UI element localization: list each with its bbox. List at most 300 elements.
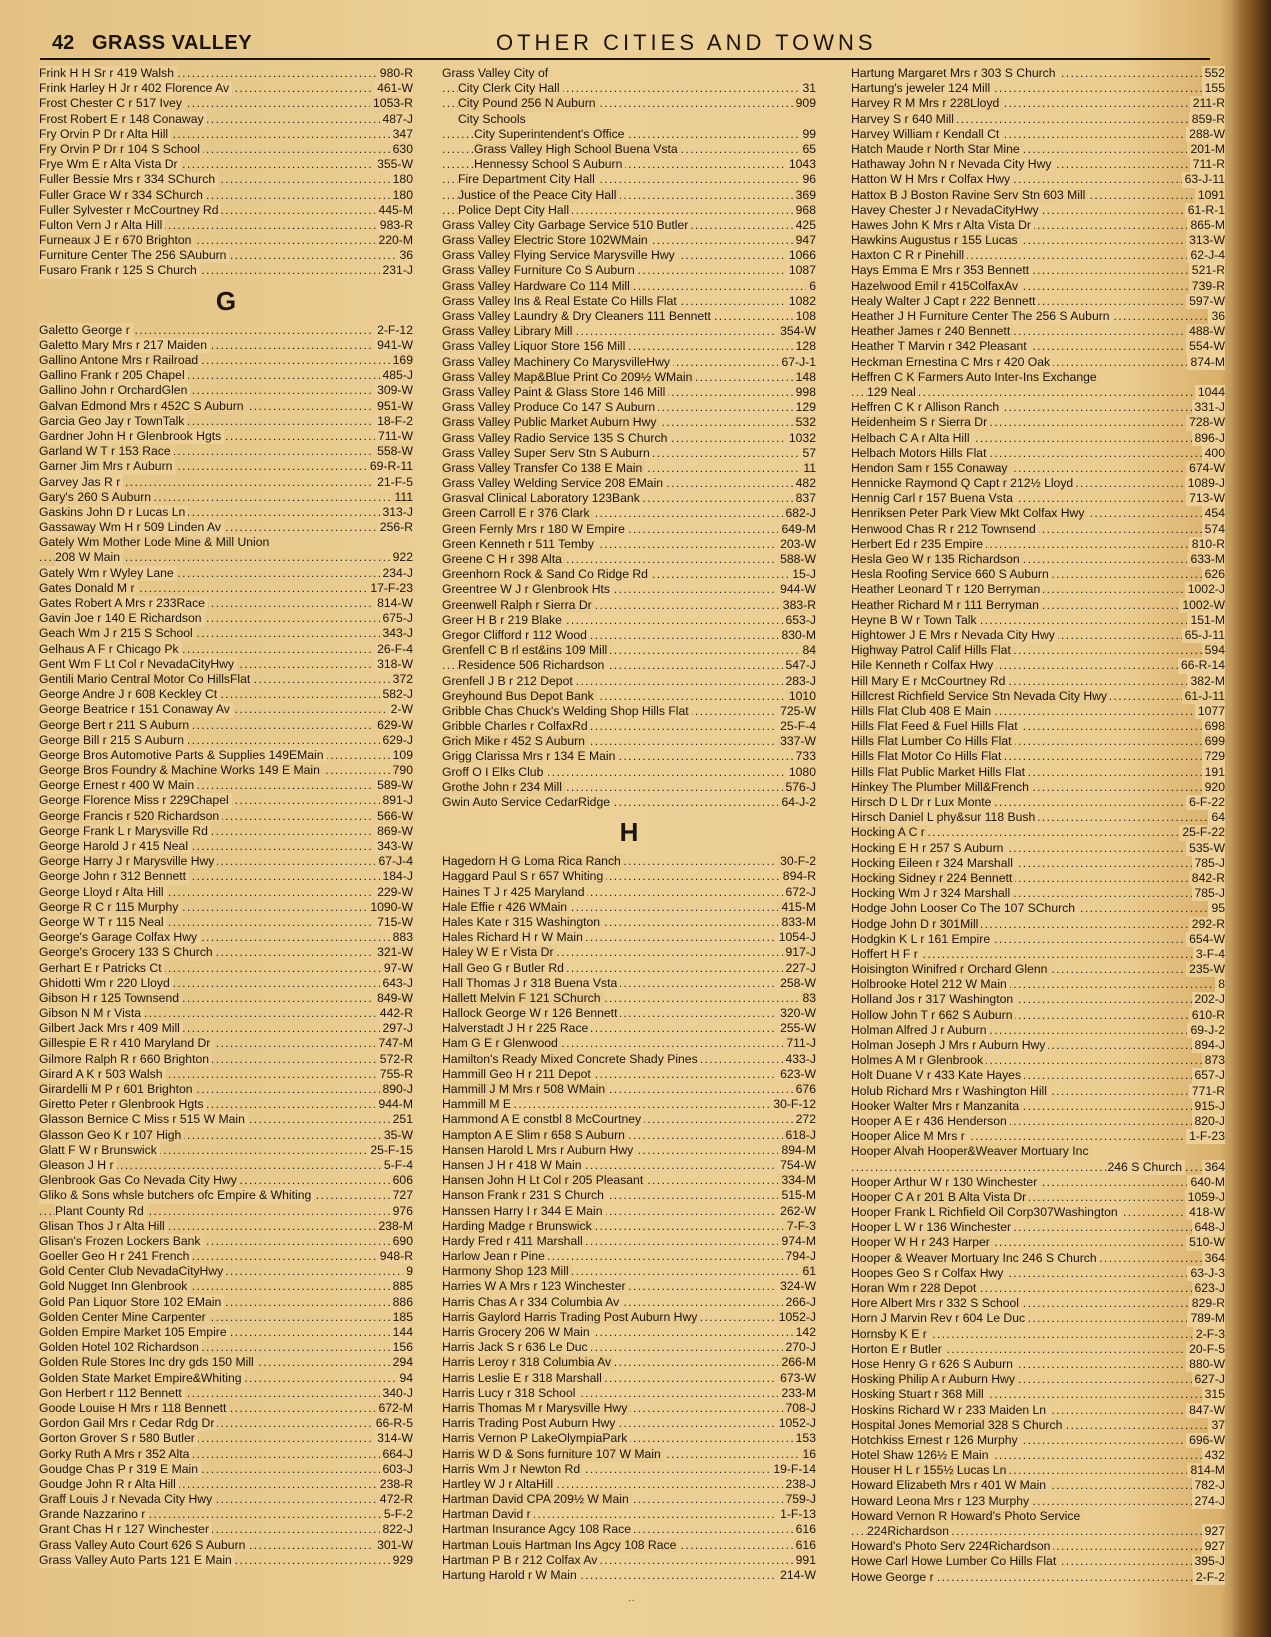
- listing-row: [442, 1006, 816, 1021]
- listing-phone: 873: [1202, 1053, 1225, 1068]
- listing-name: Goode Louise H Mrs r 118 Bennett: [39, 1401, 229, 1416]
- listing-phone: 354-W: [777, 324, 816, 339]
- listing-phone: 11: [800, 461, 816, 476]
- listing-name: City Superintendent's Office: [474, 127, 627, 142]
- section-title: OTHER CITIES AND TOWNS: [496, 30, 877, 55]
- listing-phone: 334-M: [778, 1173, 816, 1188]
- listing-phone: 238-J: [783, 1477, 817, 1492]
- listing-phone: 309-W: [374, 383, 413, 398]
- listing-name: George Harold J r 415 Neal: [39, 839, 191, 854]
- listing-phone: 554-W: [1186, 339, 1225, 354]
- listing-phone: 886: [390, 1295, 413, 1310]
- listing-name: Goeller Geo H r 241 French: [39, 1249, 192, 1264]
- listing-name: Golden Hotel 102 Richardson: [39, 1340, 202, 1355]
- listing-phone: 814-M: [1187, 1463, 1225, 1478]
- listing-phone: 425: [793, 218, 816, 233]
- listing-phone: 227-J: [783, 961, 817, 976]
- listing-name: Gregor Clifford r 112 Wood: [442, 628, 590, 643]
- listing-phone: 729: [1202, 749, 1225, 764]
- listing-row: [442, 628, 816, 643]
- listing-row: [851, 810, 1225, 825]
- listing-phone: 991: [793, 1553, 816, 1568]
- listing-name: Gilbert Jack Mrs r 409 Mill: [39, 1021, 183, 1036]
- listing-name: Hartung's jeweler 124 Mill: [851, 81, 993, 96]
- listing-phone: 675-J: [380, 611, 414, 626]
- listing-phone: 400: [1202, 446, 1225, 461]
- listing-name: Gavin Joe r 140 E Richardson: [39, 611, 205, 626]
- listing-name: Hotchkiss Ernest r 126 Murphy: [851, 1433, 1021, 1448]
- listing-name: 224Richardson: [867, 1524, 952, 1539]
- listing-row: [39, 642, 413, 657]
- listing-row: [39, 263, 413, 278]
- listing-phone: 180: [390, 172, 413, 187]
- listing-row: [851, 522, 1225, 537]
- listing-name: Howe George r: [851, 1570, 937, 1585]
- listing-phone: 623-J: [1192, 1281, 1226, 1296]
- listing-row: [851, 203, 1225, 218]
- listing-phone: 672-J: [783, 885, 817, 900]
- listing-phone: 25-F-22: [1179, 825, 1225, 840]
- listing-phone: 715-W: [374, 915, 413, 930]
- listing-name: Heckman Ernestina C Mrs r 420 Oak: [851, 355, 1053, 370]
- listing-row: [851, 871, 1225, 886]
- listing-name: Harris Chas A r 334 Columbia Av: [442, 1295, 622, 1310]
- listing-name: George Bros Automotive Parts & Supplies 149EMain: [39, 748, 327, 763]
- listing-phone: 62-J-4: [1187, 248, 1225, 263]
- listing-name: Garcia Geo Jay r TownTalk: [39, 414, 187, 429]
- listing-phone: 814-W: [374, 596, 413, 611]
- listing-phone: 998: [793, 385, 816, 400]
- listing-name: Houser H L r 155½ Lucas Ln: [851, 1463, 1009, 1478]
- listing-row: [39, 399, 413, 414]
- listing-name: Hartung Margaret Mrs r 303 S Church: [851, 66, 1059, 81]
- listing-row: [851, 537, 1225, 552]
- listing-name: Hill Mary E r McCourtney Rd: [851, 674, 1008, 689]
- listing-row: [851, 1084, 1225, 1099]
- listing-phone: 869-W: [374, 824, 413, 839]
- listing-name: Hawes John K Mrs r Alta Vista Dr: [851, 218, 1034, 233]
- listing-phone: 754-W: [777, 1158, 816, 1173]
- listing-phone: 589-W: [374, 778, 413, 793]
- listing-name: Greer H B r 219 Blake: [442, 613, 565, 628]
- listing-row: [851, 917, 1225, 932]
- listing-phone: 1077: [1195, 704, 1225, 719]
- listing-phone: 623-W: [777, 1067, 816, 1082]
- listing-row: [442, 1340, 816, 1355]
- page-header: [40, 32, 1210, 60]
- listing-name: Grande Nazzarino r: [39, 1507, 148, 1522]
- listing-row: [39, 1386, 413, 1401]
- listing-name: Hathaway John N r Nevada City Hwy: [851, 157, 1055, 172]
- listing-name: City Schools: [458, 112, 529, 127]
- listing-phone: 355-W: [374, 157, 413, 172]
- listing-row: [39, 157, 413, 172]
- listing-phone: 618-J: [783, 1128, 817, 1143]
- listing-name: Harris Thomas M r Marysville Hwy: [442, 1401, 630, 1416]
- listing-phone: 111: [391, 490, 413, 505]
- listing-row: [442, 1355, 816, 1370]
- listing-name: Haggard Paul S r 657 Whiting: [442, 869, 606, 884]
- listing-name: Glasson Geo K r 107 High: [39, 1128, 184, 1143]
- listing-name: Gold Nugget Inn Glenbrook: [39, 1279, 190, 1294]
- listing-phone: 894-M: [778, 1143, 816, 1158]
- listing-row: [442, 1021, 816, 1036]
- listing-name: Harris Leroy r 318 Columbia Av: [442, 1355, 614, 1370]
- listing-row: [851, 1114, 1225, 1129]
- listing-row: [851, 1357, 1225, 1372]
- listing-row: [851, 491, 1225, 506]
- listing-phone: 36: [396, 248, 413, 263]
- listing-name: Hays Emma E Mrs r 353 Bennett: [851, 263, 1032, 278]
- listing-phone: 191: [1202, 765, 1225, 780]
- listing-phone: 515-M: [778, 1188, 816, 1203]
- listing-phone: 822-J: [380, 1522, 414, 1537]
- listing-phone: 789-M: [1187, 1311, 1225, 1326]
- listing-row: [39, 338, 413, 353]
- listing-name: Golden Rule Stores Inc dry gds 150 Mill: [39, 1355, 257, 1370]
- listing-name: Hendon Sam r 155 Conaway: [851, 461, 1011, 476]
- listing-name: Gliko & Sons whsle butchers ofc Empire & Whiting: [39, 1188, 314, 1203]
- listing-row: [851, 1281, 1225, 1296]
- listing-row: [442, 765, 816, 780]
- listing-phone: 283-J: [783, 674, 817, 689]
- listing-phone: 63-J-3: [1187, 1266, 1225, 1281]
- listing-row: [39, 1234, 413, 1249]
- listing-phone: 313-W: [1186, 233, 1225, 248]
- listing-row: [442, 1416, 816, 1431]
- listing-name: Gibson H r 125 Townsend: [39, 991, 182, 1006]
- listing-row: [442, 991, 816, 1006]
- listing-phone: 320-W: [777, 1006, 816, 1021]
- listing-row: [39, 1204, 413, 1219]
- listing-phone: 238-M: [375, 1219, 413, 1234]
- listing-phone: 5-F-2: [381, 1507, 413, 1522]
- listing-name: Frye Wm E r Alta Vista Dr: [39, 157, 181, 172]
- listing-phone: 948-R: [377, 1249, 413, 1264]
- listing-phone: 630: [390, 142, 413, 157]
- listing-row: [851, 1251, 1225, 1266]
- listing-name: Fry Orvin P Dr r 104 S School: [39, 142, 203, 157]
- listing-name: Grass Valley Welding Service 208 EMain: [442, 476, 666, 491]
- listing-name: Hartman David CPA 209½ W Main: [442, 1492, 632, 1507]
- listing-phone: 372: [390, 672, 413, 687]
- listing-row: [39, 672, 413, 687]
- listing-phone: 3-F-4: [1193, 947, 1225, 962]
- listing-row: [851, 1524, 1225, 1539]
- listing-phone: 272: [793, 1112, 816, 1127]
- listing-name: Hodge John D r 301Mill: [851, 917, 981, 932]
- listing-phone: 65-J-11: [1182, 628, 1225, 643]
- listing-row: [442, 1097, 816, 1112]
- listing-phone: 1043: [786, 157, 816, 172]
- listing-name: Goudge John R r Alta Hill: [39, 1477, 179, 1492]
- listing-name: George Harry J r Marysville Hwy: [39, 854, 217, 869]
- listing-name: Gately Wm Mother Lode Mine & Mill Union: [39, 535, 272, 550]
- listing-row: [39, 323, 413, 338]
- listing-name: Grich Mike r 452 S Auburn: [442, 734, 588, 749]
- listing-row: [442, 582, 816, 597]
- listing-row: [442, 400, 816, 415]
- listing-row: [39, 203, 413, 218]
- listing-row: [39, 748, 413, 763]
- listing-row: [442, 780, 816, 795]
- listing-phone: 711-W: [375, 429, 413, 444]
- listing-phone: 676: [793, 1082, 816, 1097]
- listing-row: [851, 188, 1225, 203]
- listing-phone: 151-M: [1187, 613, 1225, 628]
- listing-name: Hartman Louis Hartman Ins Agcy 108 Race: [442, 1538, 679, 1553]
- listing-phone: 711-J: [783, 1036, 816, 1051]
- listing-phone: 1087: [786, 263, 816, 278]
- listing-name: Hanssen Harry I r 344 E Main: [442, 1204, 606, 1219]
- listing-phone: 1054-J: [776, 930, 816, 945]
- listing-phone: 968: [793, 203, 816, 218]
- city-title: GRASS VALLEY: [92, 32, 253, 54]
- listing-phone: 69-J-2: [1187, 1023, 1225, 1038]
- listing-phone: 896-J: [1192, 431, 1226, 446]
- listing-phone: 432: [1202, 1448, 1225, 1463]
- listing-phone: 472-R: [377, 1492, 413, 1507]
- listing-name: Green Kenneth r 511 Temby: [442, 537, 597, 552]
- listing-phone: 1-F-13: [777, 1507, 816, 1522]
- listing-phone: 927: [1202, 1539, 1225, 1554]
- listing-phone: 606: [390, 1173, 413, 1188]
- listing-phone: 699: [1202, 734, 1225, 749]
- listing-row: [442, 294, 816, 309]
- listing-name: Haines T J r 425 Maryland: [442, 885, 587, 900]
- listing-name: Horn J Marvin Rev r 604 Le Duc: [851, 1311, 1028, 1326]
- listing-phone: 184-J: [380, 869, 414, 884]
- listing-row: [442, 1234, 816, 1249]
- listing-name: Gates Donald M r: [39, 581, 138, 596]
- listing-name: Hartman P B r 212 Colfax Av: [442, 1553, 600, 1568]
- listing-row: [851, 1190, 1225, 1205]
- listing-row: [39, 1173, 413, 1188]
- listing-row: [442, 537, 816, 552]
- listing-name: Gent Wm F Lt Col r NevadaCityHwy: [39, 657, 237, 672]
- listing-name: Hile Kenneth r Colfax Hwy: [851, 658, 996, 673]
- listing-name: Highway Patrol Calif Hills Flat: [851, 643, 1014, 658]
- listing-name: Grigg Clarissa Mrs r 134 E Main: [442, 749, 618, 764]
- listing-row: [851, 1311, 1225, 1326]
- listing-phone: 558-W: [374, 444, 413, 459]
- listing-name: Hocking Wm J r 324 Marshall: [851, 886, 1013, 901]
- listing-row: [851, 1235, 1225, 1250]
- listing-row: [39, 1082, 413, 1097]
- listing-phone: 2-F-2: [1193, 1570, 1225, 1585]
- listing-name: Gelhaus A F r Chicago Pk: [39, 642, 182, 657]
- listing-row: [442, 749, 816, 764]
- listing-name: Holbrooke Hotel 212 W Main: [851, 977, 1010, 992]
- listing-row: [39, 626, 413, 641]
- listing-name: Hocking Sidney r 224 Bennett: [851, 871, 1015, 886]
- listing-phone: 782-J: [1192, 1478, 1226, 1493]
- listing-name: Fuller Sylvester r McCourtney Rd: [39, 203, 221, 218]
- listing-name: Hocking A C r: [851, 825, 928, 840]
- listing-row: [442, 1447, 816, 1462]
- listing-phone: 883: [390, 930, 413, 945]
- listing-phone: 482: [793, 476, 816, 491]
- listing-row: [851, 1570, 1225, 1585]
- listing-row: [39, 1340, 413, 1355]
- listing-phone: 1032: [786, 431, 816, 446]
- listing-phone: 603-J: [380, 1462, 414, 1477]
- listing-row: [442, 1568, 816, 1583]
- listing-phone: 755-R: [377, 1067, 413, 1082]
- listing-row: [39, 66, 413, 81]
- listing-row: [442, 1386, 816, 1401]
- listing-name: Grass Valley Radio Service 135 S Church: [442, 431, 670, 446]
- listing-name: George Andre J r 608 Keckley Ct: [39, 687, 220, 702]
- listing-phone: 947: [793, 233, 816, 248]
- listing-name: Horton E r Butler: [851, 1342, 945, 1357]
- listing-name: Haley W E r Vista Dr: [442, 945, 557, 960]
- listing-row: [39, 1158, 413, 1173]
- listing-name: Howard's Photo Serv 224Richardson: [851, 1539, 1053, 1554]
- listing-name: Hallock George W r 126 Bennett: [442, 1006, 620, 1021]
- listing-name: Graff Louis J r Nevada City Hwy: [39, 1492, 215, 1507]
- listing-name: Hammill M E: [442, 1097, 514, 1112]
- listing-phone: 18-F-2: [374, 414, 413, 429]
- listing-row: [442, 476, 816, 491]
- listing-name: Grass Valley Map&Blue Print Co 209½ WMain: [442, 370, 695, 385]
- listing-name: Grass Valley Ins & Real Estate Co Hills Flat: [442, 294, 680, 309]
- listing-row: [39, 505, 413, 520]
- listing-row: [39, 809, 413, 824]
- listing-phone: 9: [403, 1264, 413, 1279]
- listing-phone: 865-M: [1187, 218, 1225, 233]
- listing-phone: 238-R: [377, 1477, 413, 1492]
- listing-name: Harris Vernon P LakeOlympiaPark: [442, 1431, 630, 1446]
- listing-phone: 654-W: [1186, 932, 1225, 947]
- listing-name: Gibson N M r Vista: [39, 1006, 144, 1021]
- listing-phone: 1052-J: [776, 1416, 816, 1431]
- listing-phone: 643-J: [380, 976, 414, 991]
- listing-name: Hattox B J Boston Ravine Serv Stn 603 Mill: [851, 188, 1088, 203]
- listing-row: [39, 1067, 413, 1082]
- listing-phone: 920: [1202, 780, 1225, 795]
- listing-name: Furneaux J E r 670 Brighton: [39, 233, 194, 248]
- listing-row: [851, 415, 1225, 430]
- listing-name: Hampton A E Slim r 658 S Auburn: [442, 1128, 628, 1143]
- listing-row: [442, 734, 816, 749]
- listing-phone: 262-W: [777, 1204, 816, 1219]
- listing-row: [442, 674, 816, 689]
- listing-row: [851, 1433, 1225, 1448]
- listing-phone: 664-J: [380, 1447, 414, 1462]
- listing-row: [39, 991, 413, 1006]
- listing-row: [442, 506, 816, 521]
- listing-name: Grass Valley Auto Parts 121 E Main: [39, 1553, 235, 1568]
- listing-row: [39, 869, 413, 884]
- listing-row: [851, 841, 1225, 856]
- listing-name: Frost Chester C r 517 Ivey: [39, 96, 185, 111]
- listing-name: Grass Valley Machinery Co MarysvilleHwy: [442, 355, 673, 370]
- listing-row: [851, 1463, 1225, 1478]
- listing-row: [39, 490, 413, 505]
- section-letter: H: [619, 817, 639, 848]
- listing-row: [39, 1447, 413, 1462]
- listing-name: George Francis r 520 Richardson: [39, 809, 222, 824]
- listing-phone: 180: [390, 188, 413, 203]
- listing-row: [851, 355, 1225, 370]
- listing-row: [39, 581, 413, 596]
- listing-phone: 57: [799, 446, 816, 461]
- listing-name: Galetto Mary Mrs r 217 Maiden: [39, 338, 210, 353]
- listing-phone: 890-J: [380, 1082, 414, 1097]
- listing-name: Giretto Peter r Glenbrook Hgts: [39, 1097, 207, 1112]
- listing-phone: 274-J: [1192, 1494, 1226, 1509]
- listing-phone: 26-F-4: [374, 642, 413, 657]
- listing-row: [851, 734, 1225, 749]
- listing-phone: 2-W: [388, 702, 413, 717]
- listing-name: Hightower J E Mrs r Nevada City Hwy: [851, 628, 1058, 643]
- listing-name: Justice of the Peace City Hall: [458, 188, 620, 203]
- listing-phone: 20-F-5: [1186, 1342, 1225, 1357]
- listing-phone: 696-W: [1186, 1433, 1225, 1448]
- listing-row: [442, 900, 816, 915]
- listing-phone: 63-J-11: [1182, 172, 1225, 187]
- listing-phone: 202-J: [1192, 992, 1226, 1007]
- listing-phone: 364: [1202, 1160, 1225, 1175]
- listing-name: Glisan's Frozen Lockers Bank: [39, 1234, 204, 1249]
- listing-row: [851, 1175, 1225, 1190]
- listing-row: [442, 915, 816, 930]
- listing-phone: 1059-J: [1185, 1190, 1225, 1205]
- listing-phone: 510-W: [1186, 1235, 1225, 1250]
- listing-name: Grothe John r 234 Mill: [442, 780, 565, 795]
- listing-row: [442, 1371, 816, 1386]
- listing-phone: 337-W: [777, 734, 816, 749]
- listing-row: [39, 1021, 413, 1036]
- listing-name: Gallino John r OrchardGlen: [39, 383, 190, 398]
- listing-name: Hoisington Winifred r Orchard Glenn: [851, 962, 1050, 977]
- listing-name: George Bill r 215 S Auburn: [39, 733, 187, 748]
- listing-row: [851, 446, 1225, 461]
- listing-name: Hansen Harold L Mrs r Auburn Hwy: [442, 1143, 636, 1158]
- listing-name: Residence 506 Richardson: [458, 658, 607, 673]
- listing-phone: 922: [390, 550, 413, 565]
- listing-name: Gwin Auto Service CedarRidge: [442, 795, 613, 810]
- listing-phone: 1052-J: [776, 1310, 816, 1325]
- listing-name: Hartung Harold r W Main: [442, 1568, 580, 1583]
- listing-name: Fulton Vern J r Alta Hill: [39, 218, 165, 233]
- listing-phone: 1002-W: [1179, 598, 1225, 613]
- listing-row: [39, 793, 413, 808]
- listing-row: [39, 520, 413, 535]
- listing-row: [39, 854, 413, 869]
- listing-phone: 1066: [786, 248, 816, 263]
- listing-phone: 343-W: [374, 839, 413, 854]
- listing-row: [442, 795, 816, 810]
- listing-row: [442, 415, 816, 430]
- listing-row: [851, 1038, 1225, 1053]
- listing-row: [442, 1401, 816, 1416]
- listing-row: [39, 1325, 413, 1340]
- listing-name: Heather James r 240 Bennett: [851, 324, 1013, 339]
- listing-row: [39, 733, 413, 748]
- listing-row: [442, 1553, 816, 1568]
- listing-name: Gon Herbert r 112 Bennett: [39, 1386, 185, 1401]
- listing-row: [442, 127, 816, 142]
- listing-name: Glasson Bernice C Miss r 515 W Main: [39, 1112, 248, 1127]
- listing-row: [39, 1188, 413, 1203]
- listing-phone: 2-F-12: [374, 323, 413, 338]
- listing-phone: 648-J: [1192, 1220, 1226, 1235]
- listing-row: [851, 932, 1225, 947]
- listing-phone: 830-M: [778, 628, 816, 643]
- listing-name: Hartley W J r AltaHill: [442, 1477, 556, 1492]
